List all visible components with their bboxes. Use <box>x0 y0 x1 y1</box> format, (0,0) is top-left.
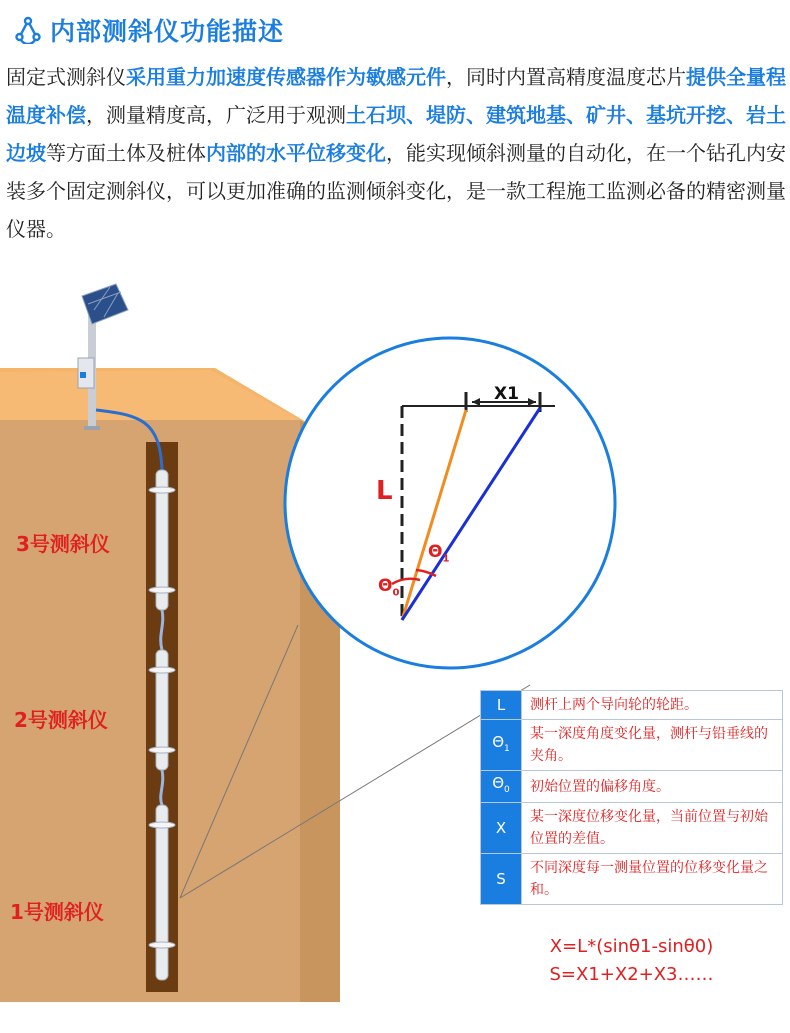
sensor-2-label: 2号测斜仪 <box>14 708 108 732</box>
highlight-text: 土石坝、堤防、建筑地基、矿井、基坑开挖、岩土边坡 <box>6 103 786 165</box>
installation-scene <box>0 280 790 1029</box>
page-title: 内部测斜仪功能描述 <box>50 17 285 46</box>
legend-definition: 初始位置的偏移角度。 <box>522 771 783 803</box>
theta1-label: $\Theta_1$ <box>428 542 450 565</box>
section-header <box>14 12 284 48</box>
highlight-text: 内部的水平位移变化 <box>206 141 386 165</box>
legend-symbol <box>481 771 522 803</box>
body-text: ，同时内置高精度温度芯片 <box>446 65 686 89</box>
legend-symbol-text: L <box>496 696 506 714</box>
legend-row <box>481 854 783 905</box>
body-text: 固定式测斜仪 <box>6 65 126 89</box>
theta0-label: $\Theta_0$ <box>378 576 400 599</box>
triangle-nodes-icon <box>14 16 42 44</box>
legend-symbol <box>481 854 522 905</box>
legend-symbol <box>481 691 522 720</box>
sensor-1-label: 1号测斜仪 <box>10 900 104 924</box>
description-paragraph <box>6 58 786 248</box>
legend-row <box>481 720 783 771</box>
formula-sum: S=X1+X2+X3…… <box>549 964 714 985</box>
sensor-1-body <box>156 805 168 980</box>
body-text: ，测量精度高，广泛用于观测 <box>86 103 346 127</box>
legend-symbol-text: S <box>496 870 506 888</box>
legend-definition: 不同深度每一测量位置的位移变化量之和。 <box>522 854 783 905</box>
legend-symbol-text: Θ <box>492 732 505 751</box>
legend-row <box>481 803 783 854</box>
legend-symbol <box>481 720 522 771</box>
highlight-text: 采用重力加速度传感器作为敏感元件 <box>126 65 446 89</box>
legend-row <box>481 691 783 720</box>
zoom-circle <box>285 338 615 668</box>
legend-symbol-subscript: 0 <box>504 785 510 795</box>
legend-symbol-subscript: 1 <box>504 743 510 754</box>
legend-symbol-text: Θ <box>492 774 505 792</box>
body-text: 等方面土体及桩体 <box>46 141 206 165</box>
body-text: ，能实现倾斜测量的自动化，在一个钻孔内安装多个固定测斜仪，可以更加准确的监测倾斜变化，是一款工程施工监测必备的精密测量仪器。 <box>6 141 786 241</box>
legend-definition: 某一深度位移变化量，当前位置与初始位置的差值。 <box>522 803 783 854</box>
legend-row <box>481 771 783 803</box>
legend-symbol-text: X <box>495 819 507 837</box>
sensor-3-label: 3号测斜仪 <box>16 532 110 556</box>
legend-definition: 测杆上两个导向轮的轮距。 <box>522 691 783 720</box>
legend-symbol <box>481 803 522 854</box>
scene-drawing <box>0 280 790 1029</box>
l-label: L <box>376 476 393 506</box>
legend-definition: 某一深度角度变化量，测杆与铅垂线的夹角。 <box>522 720 783 771</box>
x1-label: X1 <box>494 384 519 404</box>
highlight-text: 提供全量程温度补偿 <box>6 65 786 127</box>
legend-table <box>480 690 783 905</box>
formula-displacement: X=L*(sinθ1-sinθ0) <box>549 936 714 957</box>
